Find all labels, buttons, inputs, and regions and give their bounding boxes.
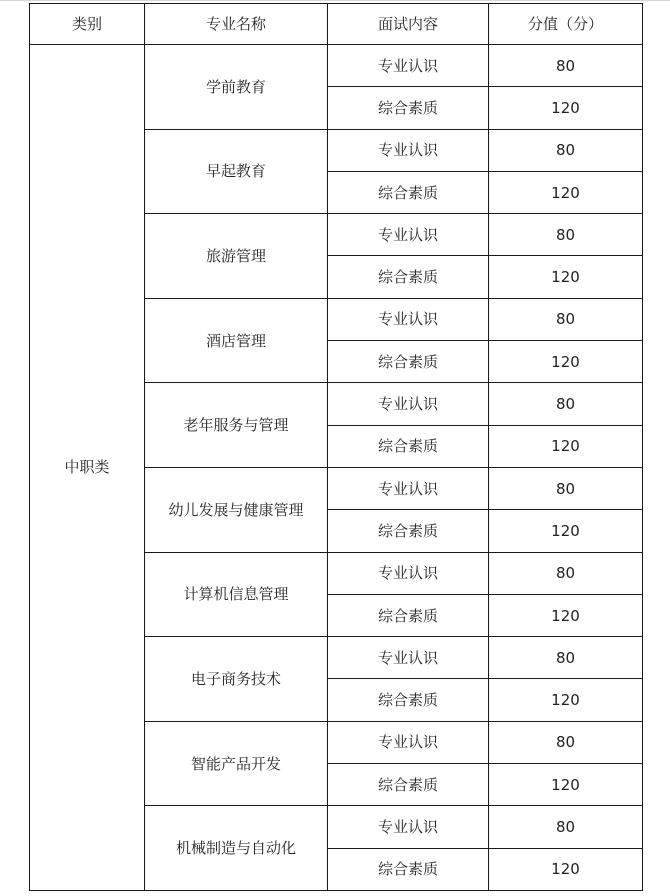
score-cell: 80 bbox=[489, 721, 643, 763]
score-cell: 120 bbox=[489, 848, 643, 890]
interview-score-table bbox=[29, 3, 643, 891]
header-score: 分值（分） bbox=[489, 4, 643, 45]
interview-content-cell: 专业认识 bbox=[328, 806, 489, 848]
score-cell: 120 bbox=[489, 425, 643, 467]
interview-content-cell: 综合素质 bbox=[328, 764, 489, 806]
interview-content-cell: 综合素质 bbox=[328, 679, 489, 721]
interview-content-cell: 综合素质 bbox=[328, 425, 489, 467]
interview-content-cell: 综合素质 bbox=[328, 341, 489, 383]
interview-content-cell: 专业认识 bbox=[328, 298, 489, 340]
score-cell: 120 bbox=[489, 679, 643, 721]
interview-content-cell: 综合素质 bbox=[328, 848, 489, 890]
interview-content-cell: 专业认识 bbox=[328, 383, 489, 425]
score-cell: 80 bbox=[489, 383, 643, 425]
score-cell: 80 bbox=[489, 298, 643, 340]
interview-content-cell: 专业认识 bbox=[328, 552, 489, 594]
header-major-name: 专业名称 bbox=[145, 4, 328, 45]
major-name-cell: 幼儿发展与健康管理 bbox=[145, 467, 328, 552]
score-cell: 80 bbox=[489, 806, 643, 848]
score-cell: 120 bbox=[489, 171, 643, 213]
category-cell: 中职类 bbox=[30, 45, 145, 891]
major-name-cell: 老年服务与管理 bbox=[145, 383, 328, 468]
major-name-cell: 酒店管理 bbox=[145, 298, 328, 383]
major-name-cell: 旅游管理 bbox=[145, 214, 328, 299]
header-row bbox=[30, 4, 643, 45]
score-cell: 120 bbox=[489, 594, 643, 636]
major-name-cell: 学前教育 bbox=[145, 45, 328, 130]
interview-content-cell: 专业认识 bbox=[328, 214, 489, 256]
score-cell: 80 bbox=[489, 129, 643, 171]
score-cell: 120 bbox=[489, 510, 643, 552]
score-cell: 120 bbox=[489, 87, 643, 129]
interview-content-cell: 专业认识 bbox=[328, 721, 489, 763]
major-name-cell: 电子商务技术 bbox=[145, 637, 328, 722]
interview-content-cell: 综合素质 bbox=[328, 171, 489, 213]
interview-content-cell: 专业认识 bbox=[328, 467, 489, 509]
table-row bbox=[30, 45, 643, 87]
interview-content-cell: 综合素质 bbox=[328, 87, 489, 129]
interview-content-cell: 专业认识 bbox=[328, 45, 489, 87]
table-body bbox=[30, 45, 643, 891]
score-cell: 80 bbox=[489, 552, 643, 594]
major-name-cell: 计算机信息管理 bbox=[145, 552, 328, 637]
score-cell: 80 bbox=[489, 467, 643, 509]
header-interview-content: 面试内容 bbox=[328, 4, 489, 45]
header-category: 类别 bbox=[30, 4, 145, 45]
interview-content-cell: 综合素质 bbox=[328, 256, 489, 298]
score-cell: 120 bbox=[489, 764, 643, 806]
score-cell: 80 bbox=[489, 214, 643, 256]
major-name-cell: 智能产品开发 bbox=[145, 721, 328, 806]
interview-content-cell: 综合素质 bbox=[328, 510, 489, 552]
score-cell: 120 bbox=[489, 256, 643, 298]
top-rule bbox=[0, 0, 670, 1]
interview-content-cell: 专业认识 bbox=[328, 637, 489, 679]
score-cell: 120 bbox=[489, 341, 643, 383]
major-name-cell: 早起教育 bbox=[145, 129, 328, 214]
score-cell: 80 bbox=[489, 637, 643, 679]
major-name-cell: 机械制造与自动化 bbox=[145, 806, 328, 891]
score-cell: 80 bbox=[489, 45, 643, 87]
interview-content-cell: 综合素质 bbox=[328, 594, 489, 636]
interview-content-cell: 专业认识 bbox=[328, 129, 489, 171]
